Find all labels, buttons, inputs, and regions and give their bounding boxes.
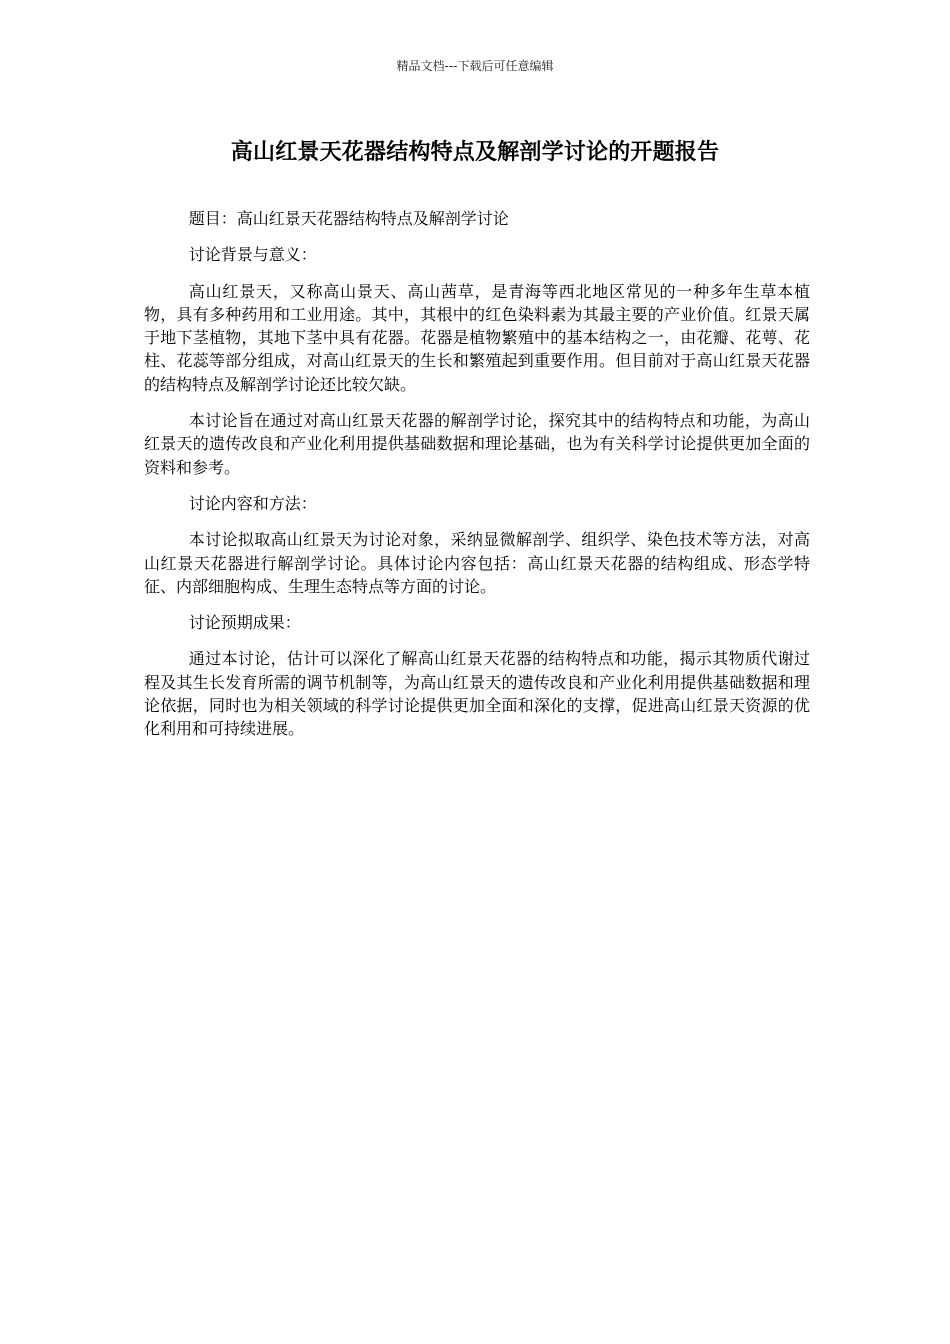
heading-background: 讨论背景与意义： <box>188 245 317 265</box>
paragraph-outcomes: 通过本讨论，估计可以深化了解高山红景天花器的结构特点和功能，揭示其物质代谢过程及其生长发育所需的调节机制等，为高山红景天的遗传改良和产业化利用提供基础数据和理论依据，同时也为相关领域的科学讨论提供更加全面和深化的支撑，促进高山红景天资源的优化利用和可持续进展。 <box>144 649 810 739</box>
header-note: 精品文档---下载后可任意编辑 <box>396 59 554 73</box>
document-body <box>144 207 810 754</box>
document-title: 高山红景天花器结构特点及解剖学讨论的开题报告 <box>230 140 720 165</box>
heading-methods: 讨论内容和方法： <box>188 493 317 513</box>
paragraph-background: 高山红景天，又称高山景天、高山茜草，是青海等西北地区常见的一种多年生草本植物，具有多种药用和工业用途。其中，其根中的红色染料素为其最主要的产业价值。红景天属于地下茎植物，其地下茎中具有花器。花器是植物繁殖中的基本结构之一，由花瓣、花萼、花柱、花蕊等部分组成，对高山红景天的生长和繁殖起到重要作用。但目前对于高山红景天花器的结构特点及解剖学讨论还比较欠缺。 <box>144 281 810 394</box>
paragraph-methods: 本讨论拟取高山红景天为讨论对象，采纳显微解剖学、组织学、染色技术等方法，对高山红景天花器进行解剖学讨论。具体讨论内容包括：高山红景天花器的结构组成、形态学特征、内部细胞构成、生理生态特点等方面的讨论。 <box>144 530 810 596</box>
paragraph-topic: 题目：高山红景天花器结构特点及解剖学讨论 <box>188 209 509 228</box>
heading-outcomes: 讨论预期成果： <box>188 613 301 633</box>
paragraph-purpose: 本讨论旨在通过对高山红景天花器的解剖学讨论，探究其中的结构特点和功能，为高山红景天的遗传改良和产业化利用提供基础数据和理论基础，也为有关科学讨论提供更加全面的资料和参考。 <box>144 411 810 477</box>
